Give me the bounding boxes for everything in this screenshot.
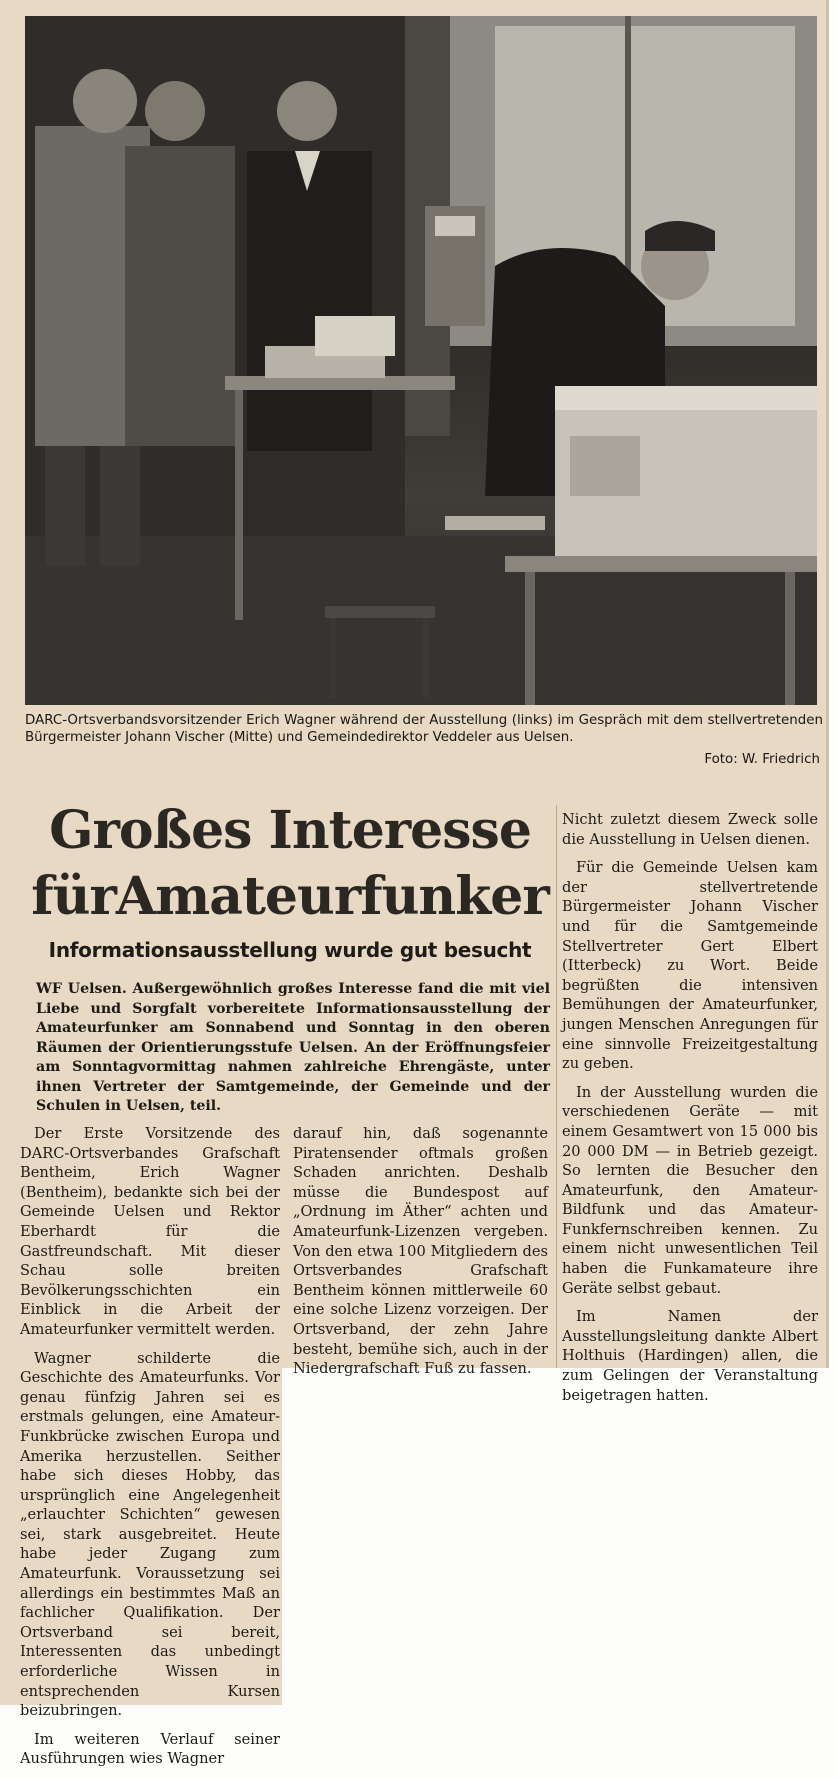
headline-line-2: fürAmateurfunker — [31, 866, 549, 927]
photo-credit: Foto: W. Friedrich — [704, 752, 820, 767]
paragraph: darauf hin, daß sogenannte Piratensender oftmals großen Schaden anrichten. Deshalb müsse die Bundespost auf „Ordnung im Äther“ achten und Amateurfunk-Lizenzen vergeben. Von den etwa 100 Mitgliedern des Ortsverbandes Grafschaft Bentheim können mittlerweile 60 eine solche Lizenz vorzeigen. Der Ortsverband, der zehn Jahre besteht, bemühe sich, auch in der Niedergrafschaft Fuß zu fassen. — [293, 1125, 548, 1378]
paper-edge — [826, 0, 829, 1368]
column-rule — [556, 805, 557, 1368]
paragraph: Für die Gemeinde Uelsen kam der stellvertretende Bürgermeister Johann Vischer und für die Samtgemeinde Stellvertreter Gert Elbert (Itterbeck) zu Wort. Beide begrüßten die intensiven Bemühungen der Amateurfunker, jungen Menschen Anregungen für eine sinnvolle Freizeitgestaltung zu geben. — [562, 859, 818, 1073]
article-column-2 — [293, 1124, 548, 1378]
paragraph: Der Erste Vorsitzende des DARC-Ortsverbandes Grafschaft Bentheim, Erich Wagner (Bentheim), bedankte sich bei der Gemeinde Uelsen und Rektor Eberhardt für die Gastfreundschaft. Mit dieser Schau solle breiten Bevölkerungsschichten ein Einblick in die Arbeit der Amateurfunker vermittelt werden. — [20, 1125, 280, 1338]
paragraph: Nicht zuletzt diesem Zweck solle die Ausstellung in Uelsen dienen. — [562, 811, 818, 848]
paragraph: Im Namen der Ausstellungsleitung dankte Albert Holthuis (Hardingen) allen, die zum Gelingen der Veranstaltung beigetragen hatten. — [562, 1308, 818, 1404]
paragraph: Wagner schilderte die Geschichte des Amateurfunks. Vor genau fünfzig Jahren sei es erstmals gelungen, eine Amateur-Funkbrücke zwischen Europa und Amerika herzustellen. Seither habe sich dieses Hobby, das ursprünglich eine Angelegenheit „erlauchter Schichten“ gewesen sei, stark ausgebreitet. Heute habe jeder Zugang zum Amateurfunk. Voraussetzung sei allerdings ein bestimmtes Maß an fachlicher Qualifikation. Der Ortsverband sei bereit, Interessenten das unbedingt erforderliche Wissen in entsprechenden Kursen beizubringen. — [20, 1349, 280, 1720]
photo-illustration — [25, 16, 817, 705]
article-column-3 — [562, 810, 818, 1404]
paragraph: Im weiteren Verlauf seiner Ausführungen wies Wagner — [20, 1730, 280, 1768]
article-column-1 — [20, 1124, 280, 1778]
article-photo — [25, 16, 817, 705]
photo-caption: DARC-Ortsverbandsvorsitzender Erich Wagner während der Ausstellung (links) im Gespräch mit dem stellvertretenden Bürgermeister Johann Vischer (Mitte) und Gemeindedirektor Veddeler aus Uelsen. — [25, 713, 823, 745]
article-lead: WF Uelsen. Außergewöhnlich großes Interesse fand die mit viel Liebe und Sorgfalt vorbereitete Informationsausstellung der Amateurfunker am Sonnabend und Sonntag in den oberen Räumen der Orientierungsstufe Uelsen. An der Eröffnungsfeier am Sonntagvormittag nahmen zahlreiche Ehrengäste, unter ihnen Vertreter der Samtgemeinde, der Gemeinde und der Schulen in Uelsen, teil. — [36, 981, 550, 1114]
paragraph: In der Ausstellung wurden die verschiedenen Geräte — mit einem Gesamtwert von 15 000 bis 20 000 DM — in Betrieb gezeigt. So lernten die Besucher den Amateurfunk, den Amateur-Bildfunk und das Amateur-Funkfernschreiben kennen. Zu einem nicht unwesentlichen Teil haben die Funkamateure ihre Geräte selbst gebaut. — [562, 1083, 818, 1297]
headline-line-1: Großes Interesse — [49, 800, 531, 861]
subheadline: Informationsausstellung wurde gut besucht — [48, 938, 532, 962]
